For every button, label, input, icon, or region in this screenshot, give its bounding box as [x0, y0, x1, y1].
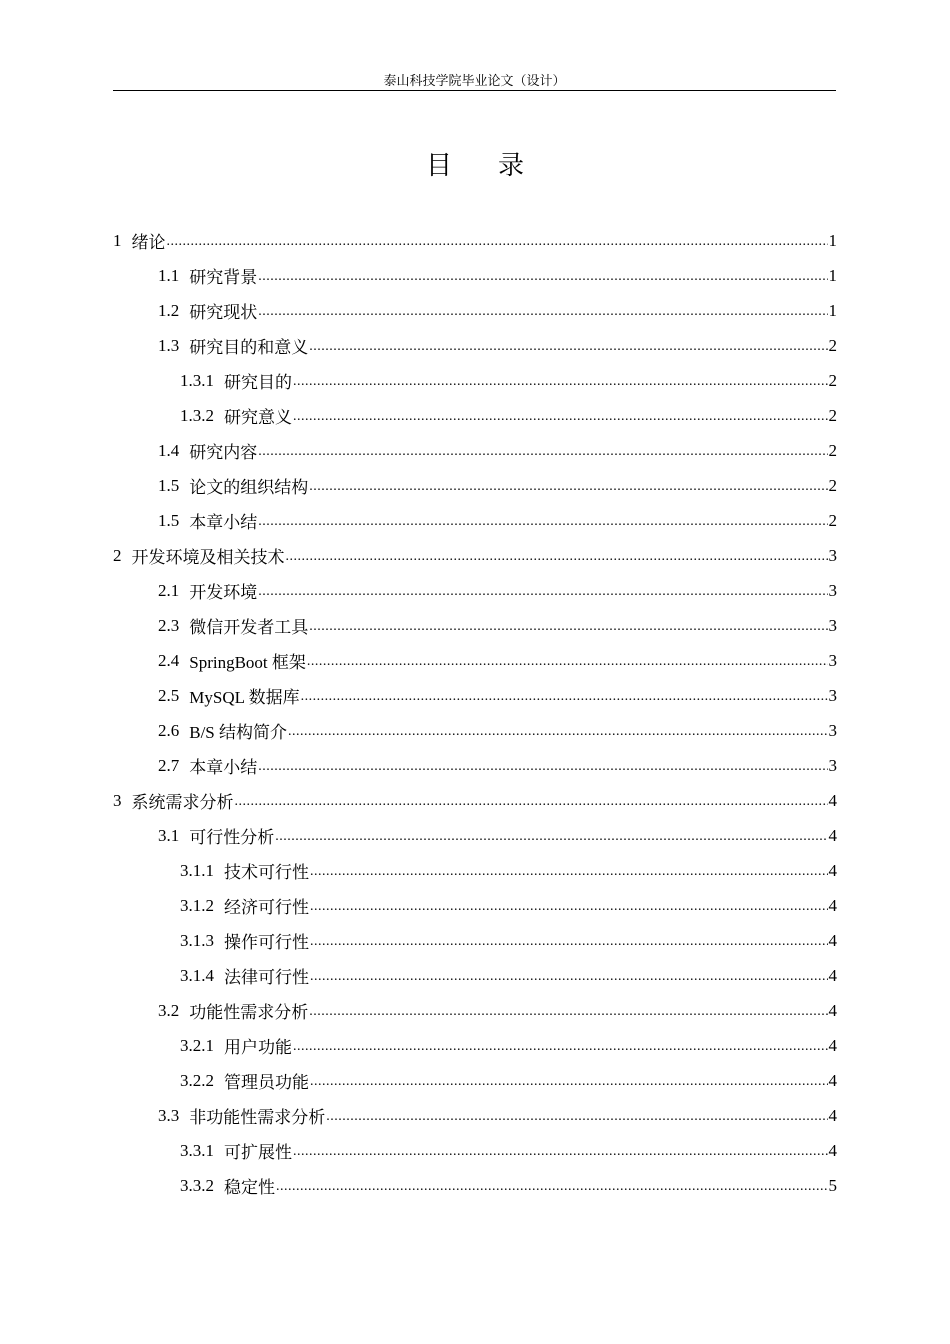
- toc-entry-number: 3.3: [158, 1105, 180, 1125]
- toc-entry-title: 研究目的和意义: [189, 338, 309, 357]
- toc-dot-leader: [258, 441, 827, 461]
- toc-dot-leader: [310, 896, 828, 916]
- toc-dot-leader: [275, 826, 827, 846]
- toc-entry-page: 4: [828, 1105, 837, 1125]
- toc-entry[interactable]: [113, 468, 837, 503]
- toc-entry-title: 微信开发者工具: [189, 618, 309, 637]
- toc-dot-leader: [258, 301, 827, 321]
- toc-entry-number: 3.2: [158, 1000, 180, 1020]
- toc-entry-title: 管理员功能: [224, 1073, 309, 1092]
- toc-entry-page: 3: [828, 580, 837, 600]
- toc-entry-page: 4: [828, 790, 837, 810]
- toc-entry-page: 4: [828, 825, 837, 845]
- toc-entry-title: 功能性需求分析: [189, 1003, 309, 1022]
- toc-entry-page: 1: [828, 265, 837, 285]
- toc-dot-leader: [258, 756, 827, 776]
- toc-dot-leader: [309, 1001, 827, 1021]
- toc-entry-title: 开发环境及相关技术: [131, 548, 285, 567]
- toc-entry-page: 3: [828, 650, 837, 670]
- toc-dot-leader: [258, 511, 827, 531]
- toc-entry-title: 法律可行性: [224, 968, 309, 987]
- toc-entry-page: 4: [828, 1140, 837, 1160]
- toc-entry[interactable]: [113, 1098, 837, 1133]
- toc-entry-number: 3.1.3: [180, 930, 214, 950]
- toc-entry-title: 非功能性需求分析: [189, 1108, 326, 1127]
- toc-entry[interactable]: [113, 888, 837, 923]
- toc-entry-page: 1: [828, 230, 837, 250]
- toc-entry-number: 3: [113, 790, 122, 810]
- toc-entry-title: 研究内容: [189, 443, 258, 462]
- toc-entry-number: 3.1: [158, 825, 180, 845]
- toc-entry-number: 1.3.2: [180, 405, 214, 425]
- toc-entry[interactable]: [113, 923, 837, 958]
- toc-dot-leader: [301, 686, 828, 706]
- toc-entry[interactable]: [113, 328, 837, 363]
- toc-entry-title: 研究意义: [224, 408, 292, 427]
- toc-entry[interactable]: [113, 643, 837, 678]
- toc-entry[interactable]: [113, 993, 837, 1028]
- toc-entry-number: 2: [113, 545, 122, 565]
- toc-entry-page: 3: [828, 685, 837, 705]
- toc-entry-title: 技术可行性: [224, 863, 309, 882]
- toc-entry-page: 3: [828, 755, 837, 775]
- toc-dot-leader: [167, 231, 828, 251]
- toc-dot-leader: [286, 546, 828, 566]
- toc-entry-number: 2.1: [158, 580, 180, 600]
- toc-dot-leader: [309, 616, 827, 636]
- toc-dot-leader: [276, 1176, 828, 1196]
- toc-entry-title: B/S 结构简介: [189, 723, 288, 742]
- toc-entry[interactable]: [113, 573, 837, 608]
- toc-entry-page: 2: [828, 335, 837, 355]
- toc-entry-page: 4: [828, 895, 837, 915]
- toc-entry-title: 研究目的: [224, 373, 292, 392]
- toc-dot-leader: [293, 1141, 828, 1161]
- toc-entry-number: 2.3: [158, 615, 180, 635]
- toc-entry-page: 4: [828, 1000, 837, 1020]
- toc-entry-title: MySQL 数据库: [189, 688, 300, 707]
- toc-entry[interactable]: [113, 258, 837, 293]
- toc-entry[interactable]: [113, 1168, 837, 1203]
- toc-entry-title: 操作可行性: [224, 933, 309, 952]
- toc-entry-number: 3.1.2: [180, 895, 214, 915]
- toc-entry-page: 4: [828, 965, 837, 985]
- toc-entry-number: 2.5: [158, 685, 180, 705]
- toc-entry-title: 稳定性: [224, 1178, 275, 1197]
- toc-dot-leader: [293, 371, 828, 391]
- toc-entry-number: 3.3.2: [180, 1175, 214, 1195]
- toc-entry-title: 研究现状: [189, 303, 258, 322]
- toc-entry-number: 3.3.1: [180, 1140, 214, 1160]
- toc-entry[interactable]: [113, 748, 837, 783]
- toc-entry-title: 本章小结: [189, 513, 258, 532]
- toc-entry-page: 2: [828, 370, 837, 390]
- toc-dot-leader: [309, 476, 827, 496]
- toc-entry-number: 3.2.1: [180, 1035, 214, 1055]
- toc-entry-number: 3.1.1: [180, 860, 214, 880]
- toc-dot-leader: [326, 1106, 827, 1126]
- toc-entry-title: 用户功能: [224, 1038, 292, 1057]
- toc-entry-number: 3.1.4: [180, 965, 214, 985]
- toc-dot-leader: [309, 336, 827, 356]
- toc-dot-leader: [310, 931, 828, 951]
- toc-entry-title: 研究背景: [189, 268, 258, 287]
- toc-entry-page: 3: [828, 615, 837, 635]
- toc-entry[interactable]: [113, 713, 837, 748]
- toc-entry-number: 1: [113, 230, 122, 250]
- toc-entry[interactable]: [113, 1028, 837, 1063]
- toc-entry-number: 1.3.1: [180, 370, 214, 390]
- toc-entry[interactable]: [113, 783, 837, 818]
- toc-entry[interactable]: [113, 853, 837, 888]
- toc-entry-title: 经济可行性: [224, 898, 309, 917]
- toc-entry-page: 1: [828, 300, 837, 320]
- toc-dot-leader: [258, 581, 827, 601]
- toc-entry-title: 本章小结: [189, 758, 258, 777]
- toc-entry-title: 系统需求分析: [131, 793, 234, 812]
- toc-entry-page: 4: [828, 930, 837, 950]
- toc-entry[interactable]: [113, 1063, 837, 1098]
- toc-dot-leader: [293, 406, 828, 426]
- toc-dot-leader: [235, 791, 828, 811]
- toc-entry-title: SpringBoot 框架: [189, 653, 306, 672]
- toc-entry-title: 可行性分析: [189, 828, 275, 847]
- toc-entry-title: 可扩展性: [224, 1143, 292, 1162]
- toc-entry-number: 1.5: [158, 475, 180, 495]
- toc-dot-leader: [310, 861, 828, 881]
- toc-entry[interactable]: [113, 538, 837, 573]
- toc-dot-leader: [310, 1071, 828, 1091]
- toc-entry-title: 绪论: [131, 233, 166, 252]
- toc-entry-number: 1.1: [158, 265, 180, 285]
- toc-entry-page: 4: [828, 1035, 837, 1055]
- toc-entry-number: 1.2: [158, 300, 180, 320]
- toc-entry-number: 2.4: [158, 650, 180, 670]
- toc-dot-leader: [288, 721, 827, 741]
- toc-entry-page: 3: [828, 545, 837, 565]
- toc-entry[interactable]: [113, 223, 837, 258]
- page-header: 泰山科技学院毕业论文（设计）: [113, 72, 836, 91]
- page-title: 目录: [425, 151, 570, 180]
- toc-entry-page: 2: [828, 405, 837, 425]
- toc-entry-page: 4: [828, 1070, 837, 1090]
- toc-entry[interactable]: [113, 503, 837, 538]
- toc-entry-title: 论文的组织结构: [189, 478, 309, 497]
- toc-entry-number: 3.2.2: [180, 1070, 214, 1090]
- toc-entry[interactable]: [113, 293, 837, 328]
- table-of-contents: [113, 223, 837, 1203]
- toc-entry-page: 4: [828, 860, 837, 880]
- toc-entry-number: 1.3: [158, 335, 180, 355]
- toc-entry-number: 2.6: [158, 720, 180, 740]
- toc-entry[interactable]: [113, 678, 837, 713]
- toc-entry[interactable]: [113, 608, 837, 643]
- toc-entry[interactable]: [113, 818, 837, 853]
- toc-entry-title: 开发环境: [189, 583, 258, 602]
- toc-entry[interactable]: [113, 398, 837, 433]
- toc-entry-page: 2: [828, 475, 837, 495]
- toc-entry[interactable]: [113, 433, 837, 468]
- toc-entry-number: 1.4: [158, 440, 180, 460]
- toc-entry-number: 2.7: [158, 755, 180, 775]
- toc-dot-leader: [307, 651, 828, 671]
- toc-entry[interactable]: [113, 363, 837, 398]
- toc-entry-number: 1.5: [158, 510, 180, 530]
- toc-dot-leader: [310, 966, 828, 986]
- toc-entry[interactable]: [113, 1133, 837, 1168]
- toc-dot-leader: [258, 266, 827, 286]
- toc-entry-page: 5: [828, 1175, 837, 1195]
- toc-entry[interactable]: [113, 958, 837, 993]
- toc-entry-page: 2: [828, 510, 837, 530]
- toc-entry-page: 2: [828, 440, 837, 460]
- toc-entry-page: 3: [828, 720, 837, 740]
- toc-dot-leader: [293, 1036, 828, 1056]
